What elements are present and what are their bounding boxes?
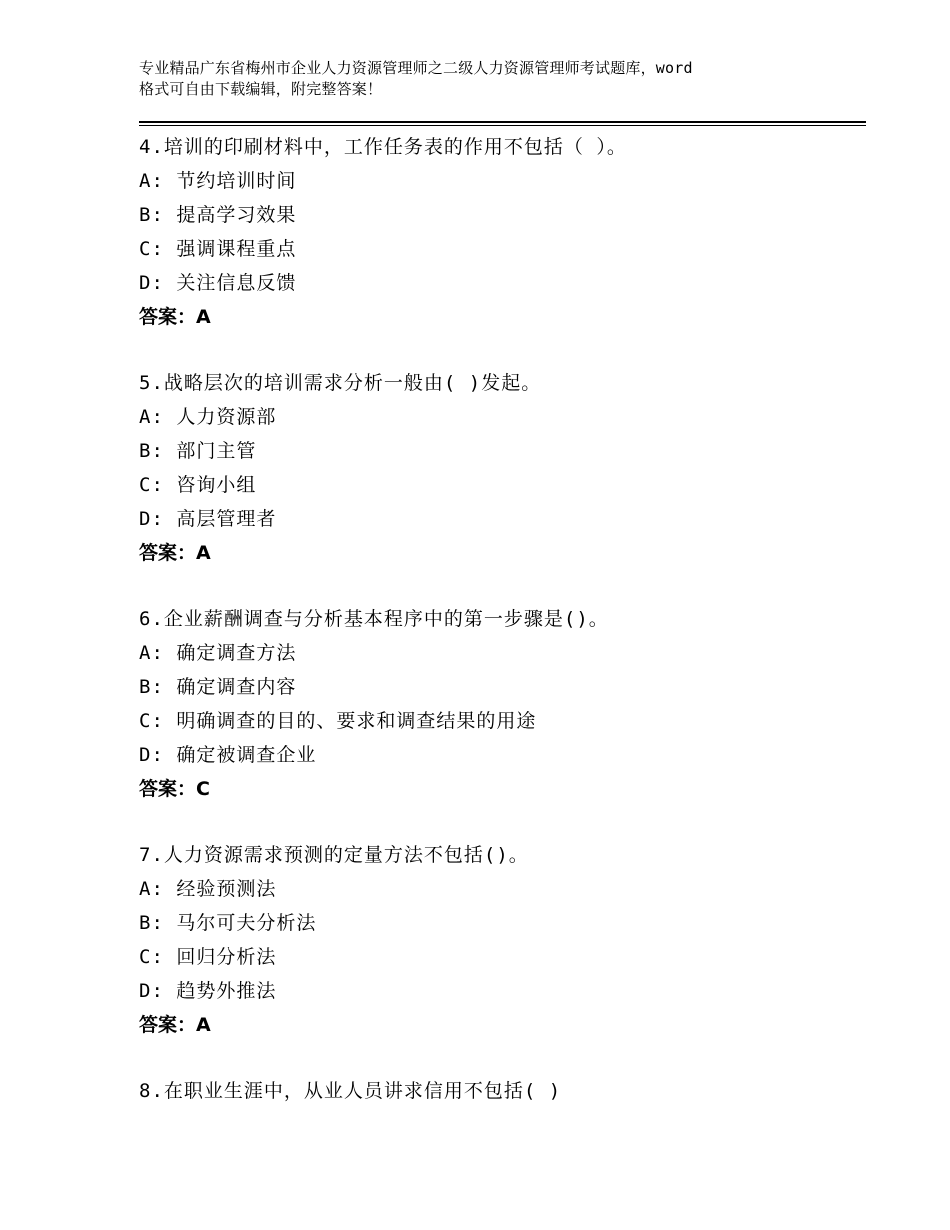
question-item xyxy=(139,366,866,570)
question-item xyxy=(139,130,866,334)
option-c: C: 回归分析法 xyxy=(139,946,277,968)
question-list xyxy=(139,130,866,1140)
question-text: 4.培训的印刷材料中，工作任务表的作用不包括（ ）。 xyxy=(139,136,627,158)
answer-line xyxy=(139,1008,866,1042)
answer-value: A xyxy=(196,1014,211,1036)
option-c: C: 咨询小组 xyxy=(139,474,257,496)
answer-line xyxy=(139,300,866,334)
header-line-1: 专业精品广东省梅州市企业人力资源管理师之二级人力资源管理师考试题库，word xyxy=(139,59,693,77)
answer-label: 答案： xyxy=(139,1014,197,1036)
option-c: C: 强调课程重点 xyxy=(139,238,297,260)
option-a: A: 确定调查方法 xyxy=(139,642,297,664)
answer-line xyxy=(139,536,866,570)
question-text: 5.战略层次的培训需求分析一般由( )发起。 xyxy=(139,372,542,394)
option-d: D: 高层管理者 xyxy=(139,508,277,530)
document-header xyxy=(139,58,839,100)
answer-value: C xyxy=(196,778,210,800)
answer-label: 答案： xyxy=(139,306,197,328)
option-b: B: 确定调查内容 xyxy=(139,676,297,698)
option-c: C: 明确调查的目的、要求和调查结果的用途 xyxy=(139,710,537,732)
header-divider-thick xyxy=(139,121,866,123)
question-item xyxy=(139,838,866,1042)
question-text: 6.企业薪酬调查与分析基本程序中的第一步骤是()。 xyxy=(139,608,609,630)
option-d: D: 趋势外推法 xyxy=(139,980,277,1002)
question-item xyxy=(139,1074,866,1108)
option-d: D: 关注信息反馈 xyxy=(139,272,297,294)
answer-value: A xyxy=(196,542,211,564)
option-b: B: 部门主管 xyxy=(139,440,257,462)
question-text: 8.在职业生涯中，从业人员讲求信用不包括( ) xyxy=(139,1080,562,1102)
option-b: B: 提高学习效果 xyxy=(139,204,297,226)
header-divider-thin xyxy=(139,125,866,126)
question-item xyxy=(139,602,866,806)
option-a: A: 人力资源部 xyxy=(139,406,277,428)
answer-line xyxy=(139,772,866,806)
option-b: B: 马尔可夫分析法 xyxy=(139,912,317,934)
answer-value: A xyxy=(196,306,211,328)
answer-label: 答案： xyxy=(139,542,197,564)
option-a: A: 节约培训时间 xyxy=(139,170,297,192)
option-d: D: 确定被调查企业 xyxy=(139,744,317,766)
answer-label: 答案： xyxy=(139,778,197,800)
option-a: A: 经验预测法 xyxy=(139,878,277,900)
header-line-2: 格式可自由下载编辑，附完整答案！ xyxy=(139,80,383,98)
question-text: 7.人力资源需求预测的定量方法不包括()。 xyxy=(139,844,529,866)
